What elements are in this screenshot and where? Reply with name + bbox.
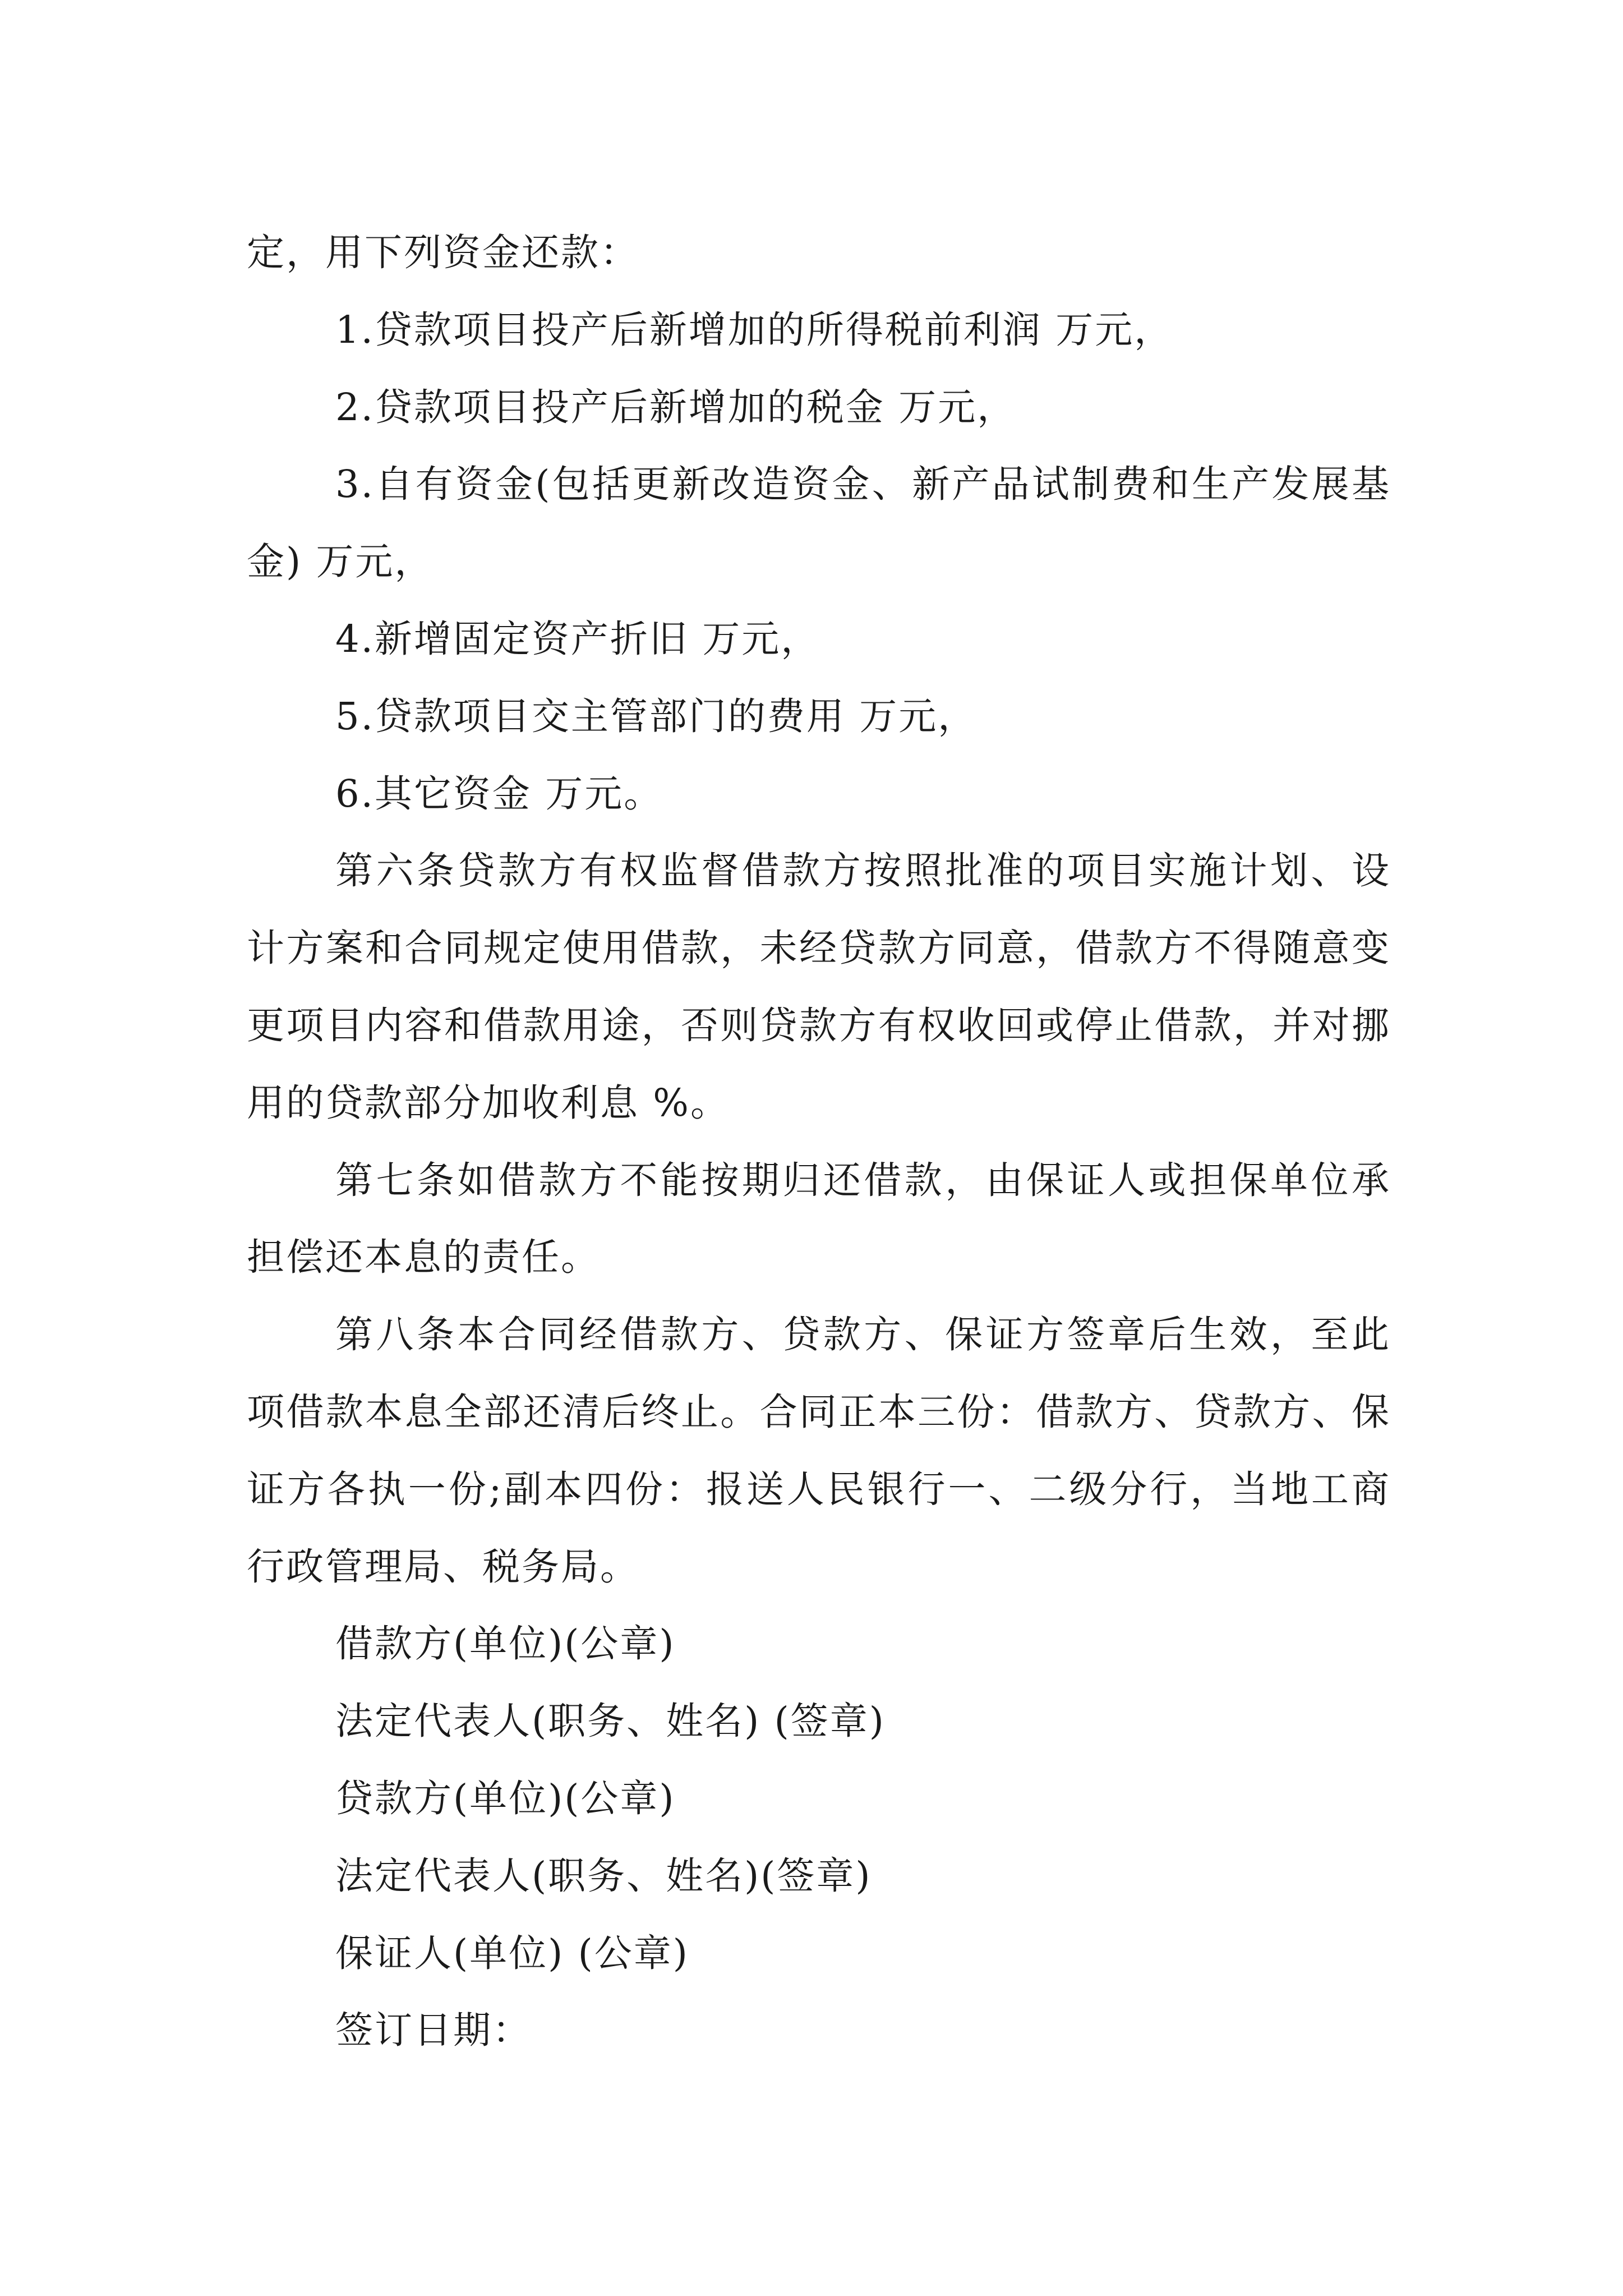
article-6-paragraph: 第六条贷款方有权监督借款方按照批准的项目实施计划、设计方案和合同规定使用借款，未经贷款方同意，借款方不得随意变更项目内容和借款用途，否则贷款方有权收回或停止借款，并对挪用的贷款部分加收利息 %。: [247, 849, 1391, 1125]
repayment-item-6: 6.其它资金 万元。: [335, 771, 663, 816]
signature-line-guarantor: 保证人(单位) (公章): [335, 1931, 689, 1975]
paragraph-continuation: 定，用下列资金还款：: [247, 231, 639, 274]
signature-line-borrower: 借款方(单位)(公章): [335, 1622, 676, 1666]
article-7-paragraph: 第七条如借款方不能按期归还借款，由保证人或担保单位承担偿还本息的责任。: [247, 1158, 1391, 1280]
repayment-item-1: 1.贷款项目投产后新增加的所得税前利润 万元，: [335, 307, 1174, 352]
signature-line-lender-representative: 法定代表人(职务、姓名)(签章): [335, 1853, 872, 1898]
signature-line-borrower-representative: 法定代表人(职务、姓名) (签章): [335, 1699, 886, 1743]
repayment-item-3: 3.自有资金(包括更新改造资金、新产品试制费和生产发展基金) 万元，: [247, 462, 1391, 584]
signature-line-lender: 贷款方(单位)(公章): [335, 1776, 676, 1820]
repayment-item-5: 5.贷款项目交主管部门的费用 万元，: [335, 694, 978, 738]
repayment-item-4: 4.新增固定资产折旧 万元，: [335, 616, 820, 661]
repayment-item-2: 2.贷款项目投产后新增加的税金 万元，: [335, 385, 1017, 429]
signing-date-line: 签订日期：: [335, 2008, 532, 2053]
document-body: [247, 214, 1391, 2069]
article-8-paragraph: 第八条本合同经借款方、贷款方、保证方签章后生效，至此项借款本息全部还清后终止。合同正本三份：借款方、贷款方、保证方各执一份;副本四份：报送人民银行一、二级分行，当地工商行政管理局、税务局。: [247, 1313, 1391, 1589]
